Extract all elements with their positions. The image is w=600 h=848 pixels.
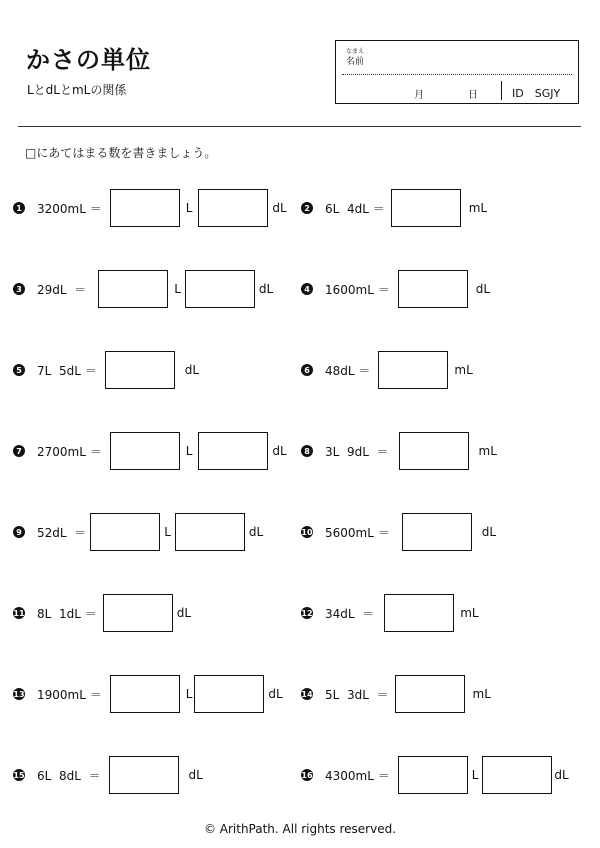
- problem-5: [13, 350, 199, 390]
- problem-expression: 3L 9dL ＝: [325, 444, 389, 459]
- month-label: 月: [414, 90, 424, 101]
- problem-number: 5: [13, 364, 25, 376]
- instruction: □にあてはまる数を書きましょう。: [25, 146, 217, 160]
- problem-number: 9: [13, 526, 25, 538]
- unit-label: dL: [258, 282, 274, 296]
- problem-number: 7: [13, 445, 25, 457]
- page-subtitle: LとdLとmLの関係: [27, 83, 127, 97]
- problem-expression: 52dL ＝: [37, 525, 87, 540]
- answer-box[interactable]: [399, 432, 469, 470]
- answer-box[interactable]: [384, 594, 454, 632]
- unit-label: L: [174, 282, 181, 296]
- unit-label: dL: [554, 768, 569, 782]
- problem-number: 14: [301, 689, 313, 699]
- unit-label: L: [185, 201, 193, 215]
- unit-label: dL: [268, 687, 283, 701]
- problem-expression: 4300mL ＝: [325, 768, 390, 783]
- answer-box[interactable]: [402, 513, 472, 551]
- problem-expression: 34dL ＝: [325, 606, 375, 621]
- answer-box[interactable]: [185, 270, 255, 308]
- problem-2: [301, 188, 487, 228]
- problem-expression: 6L 8dL ＝: [37, 768, 101, 783]
- problem-3: [13, 269, 273, 309]
- problem-number: 8: [301, 445, 313, 457]
- problem-number: 6: [301, 364, 313, 376]
- header-divider: [18, 126, 581, 127]
- problem-8: [301, 431, 497, 471]
- unit-label: L: [185, 444, 193, 458]
- unit-label: dL: [176, 606, 192, 620]
- answer-box[interactable]: [103, 594, 173, 632]
- problem-expression: 1900mL ＝: [37, 687, 102, 702]
- problem-number: 4: [301, 283, 313, 295]
- problem-number: 12: [301, 608, 313, 618]
- unit-label: dL: [475, 282, 491, 296]
- answer-box[interactable]: [378, 351, 448, 389]
- unit-label: dL: [248, 525, 264, 539]
- answer-box[interactable]: [109, 756, 179, 794]
- problem-12: [301, 593, 479, 633]
- name-date-box: [335, 40, 579, 104]
- answer-box[interactable]: [90, 513, 160, 551]
- unit-label: dL: [272, 444, 287, 458]
- problem-10: [301, 512, 496, 552]
- name-label: 名前: [346, 57, 365, 67]
- problem-15: [13, 755, 203, 795]
- unit-label: dL: [188, 768, 203, 782]
- problem-number: 10: [301, 527, 313, 537]
- copyright-footer: © ArithPath. All rights reserved.: [203, 822, 397, 836]
- problem-7: [13, 431, 287, 471]
- problem-expression: 1600mL ＝: [325, 282, 390, 297]
- problem-expression: 8L 1dL ＝: [37, 606, 97, 621]
- problem-number: 2: [301, 202, 313, 214]
- answer-box[interactable]: [398, 756, 468, 794]
- problem-expression: 29dL ＝: [37, 282, 87, 297]
- page-title: かさの単位: [26, 46, 151, 74]
- unit-label: dL: [481, 525, 497, 539]
- unit-label: L: [164, 525, 171, 539]
- unit-label: mL: [454, 363, 473, 377]
- problem-expression: 2700mL ＝: [37, 444, 102, 459]
- problem-expression: 5600mL ＝: [325, 525, 390, 540]
- answer-box[interactable]: [110, 189, 180, 227]
- problem-number: 15: [13, 770, 25, 780]
- answer-box[interactable]: [110, 432, 180, 470]
- problem-6: [301, 350, 473, 390]
- answer-box[interactable]: [194, 675, 264, 713]
- problem-4: [301, 269, 490, 309]
- problem-16: [301, 755, 569, 795]
- worksheet-id: ID SGJY: [512, 87, 561, 100]
- answer-box[interactable]: [391, 189, 461, 227]
- answer-box[interactable]: [98, 270, 168, 308]
- problem-1: [13, 188, 287, 228]
- unit-label: L: [471, 768, 479, 782]
- problem-expression: 7L 5dL ＝: [37, 363, 97, 378]
- problem-expression: 5L 3dL ＝: [325, 687, 389, 702]
- answer-box[interactable]: [198, 189, 268, 227]
- unit-label: mL: [460, 606, 479, 620]
- unit-label: mL: [468, 201, 488, 215]
- id-divider: [501, 81, 502, 100]
- answer-box[interactable]: [175, 513, 245, 551]
- problem-11: [13, 593, 191, 633]
- answer-box[interactable]: [395, 675, 465, 713]
- answer-box[interactable]: [398, 270, 468, 308]
- answer-box[interactable]: [482, 756, 552, 794]
- problem-9: [13, 512, 263, 552]
- unit-label: dL: [272, 201, 287, 215]
- unit-label: mL: [472, 687, 491, 701]
- answer-box[interactable]: [105, 351, 175, 389]
- unit-label: L: [185, 687, 193, 701]
- problem-expression: 48dL ＝: [325, 363, 371, 378]
- problem-number: 1: [13, 202, 25, 214]
- unit-label: dL: [184, 363, 200, 377]
- problem-number: 16: [301, 770, 313, 780]
- problem-13: [13, 674, 283, 714]
- problem-expression: 6L 4dL ＝: [325, 201, 385, 216]
- problem-number: 11: [13, 608, 25, 618]
- problem-expression: 3200mL ＝: [37, 201, 102, 216]
- answer-box[interactable]: [198, 432, 268, 470]
- day-label: 日: [468, 90, 478, 101]
- unit-label: mL: [478, 444, 497, 458]
- problem-number: 3: [13, 283, 25, 295]
- problem-number: 13: [13, 689, 25, 699]
- name-ruby: なまえ: [346, 48, 365, 55]
- answer-box[interactable]: [110, 675, 180, 713]
- problem-14: [301, 674, 491, 714]
- name-dotted-line: [342, 74, 572, 75]
